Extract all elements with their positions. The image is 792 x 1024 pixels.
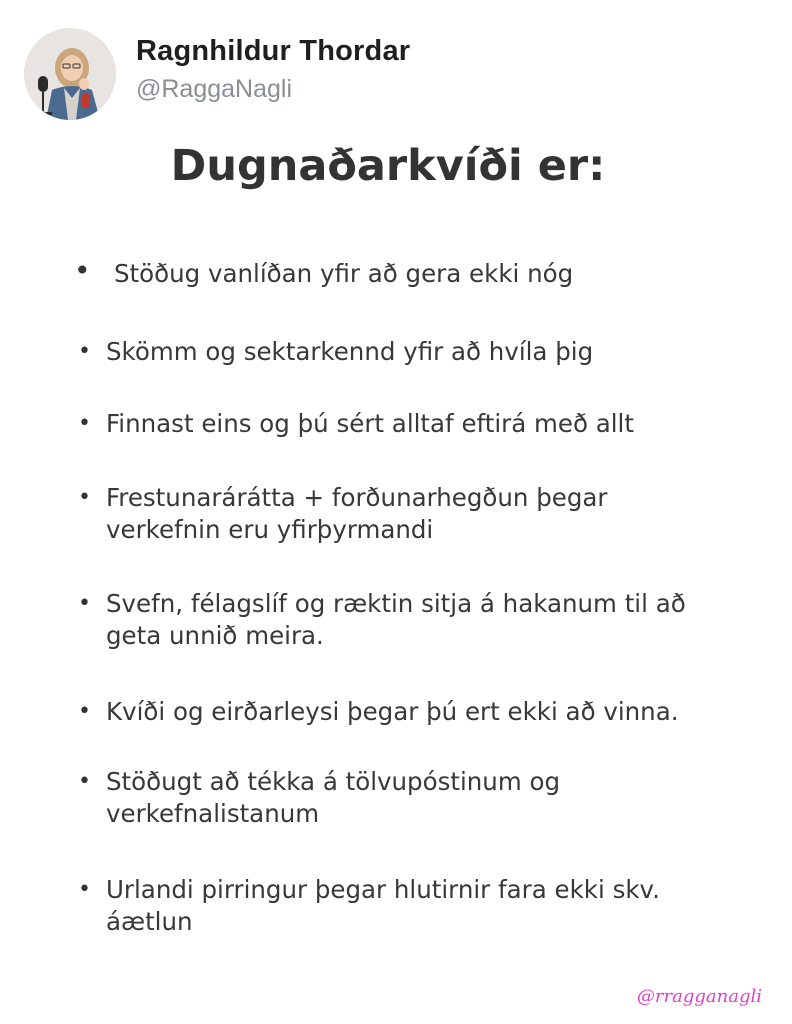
list-item-text-line: Svefn, félagslíf og ræktin sitja á hakanum til að	[106, 589, 686, 618]
post-title: Dugnaðarkvíði er:	[170, 141, 606, 191]
list-item-text: Stöðug vanlíðan yfir að gera ekki nóg	[114, 259, 574, 288]
bullet-icon: •	[78, 485, 91, 510]
list-item	[78, 588, 768, 652]
list-item-text: Kvíði og eirðarleysi þegar þú ert ekki að vinna.	[106, 697, 679, 726]
bullet-icon: •	[78, 411, 91, 436]
profile-photo-icon	[24, 28, 116, 120]
list-item	[74, 254, 768, 290]
bullet-icon: •	[78, 339, 91, 364]
list-item	[78, 482, 768, 546]
list-item	[78, 408, 768, 440]
watermark: @rragganagli	[636, 986, 762, 1007]
avatar[interactable]	[24, 28, 116, 120]
profile-names	[136, 34, 410, 106]
list-item-text-line: Stöðugt að tékka á tölvupóstinum og	[106, 767, 561, 796]
list-item-text-line: verkefnalistanum	[106, 799, 320, 828]
list-item	[78, 696, 768, 728]
list-item-text-line: verkefnin eru yfirþyrmandi	[106, 515, 434, 544]
bullet-icon: •	[74, 254, 91, 287]
user-handle[interactable]: @RaggaNagli	[136, 75, 293, 103]
list-item-text-line: áætlun	[106, 907, 193, 936]
tweet-header	[24, 26, 410, 122]
bullet-icon: •	[78, 699, 91, 724]
list-item-text: Finnast eins og þú sért alltaf eftirá með allt	[106, 409, 634, 438]
list-item-text: Skömm og sektarkennd yfir að hvíla þig	[106, 337, 594, 366]
list-item	[78, 874, 768, 938]
bullet-icon: •	[78, 769, 91, 794]
display-name[interactable]: Ragnhildur Thordar	[136, 35, 411, 67]
list-item-text-line: Frestunarárátta + forðunarhegðun þegar	[106, 483, 608, 512]
bullet-icon: •	[78, 591, 91, 616]
bullet-icon: •	[78, 877, 91, 902]
list-item-text-line: Urlandi pirringur þegar hlutirnir fara ekki skv.	[106, 875, 660, 904]
list-item	[78, 336, 768, 368]
list-item-text-line: geta unnið meira.	[106, 621, 324, 650]
list-item	[78, 766, 768, 830]
